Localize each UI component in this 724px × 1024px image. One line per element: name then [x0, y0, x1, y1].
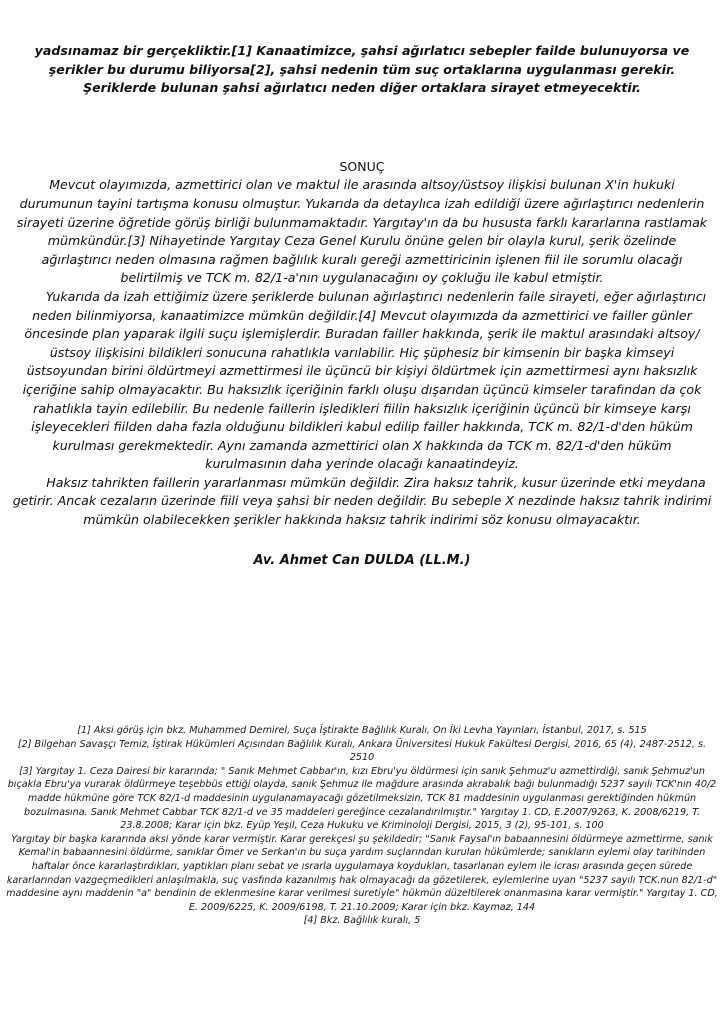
footnote-3-continued: Yargıtay bir başka kararında aksi yönde karar vermiştir. Karar gerekçesi şu şekildedir; "Sanık Faysal'ın babaannesini öldürmeye azmettirme, sanık Kemal'in babaannesini öldürme, sanıklar Ömer ve Serkan'ın bu suça yardım suçlarından kurulan hükümlerde; sanıkların eylemi olay tarihinden haftalar önce kararlaştırdıkları, yaptıkları planı sebat ve ısrarla uygulamaya koydukları, tasarlanan eylem ile icrası arasında geçen sürede kararlarından vazgeçmedikleri anlaşılmakla, suç vasfında kazanılmış hak olmayacağı da gözetilerek, eylemlerine uyan "5237 sayılı TCK.nun 82/1-d" maddesine aynı maddenin "a" bendinin de eklenmesine karar verilmesi suretiyle" hükmün düzeltilerek onanmasına karar vermiştir." Yargıtay 1. CD, E. 2009/6225, K. 2009/6198, T. 21.10.2009; Karar için bkz. Kaymaz, 144: [6, 833, 718, 913]
footnote-4: [4] Bkz. Bağlılık kuralı, 5: [303, 915, 421, 927]
conclusion-paragraph-3: Haksız tahrikten faillerin yararlanması mümkün değildir. Zira haksız tahrik, kusur üzerinde etki meydana getirir. Ancak cezaların üzerinde fiili veya şahsi bir neden değildir. Bu sebeple X nezdinde haksız tahrik indirimi mümkün olabilecekken şerikler hakkında haksız tahrik indirimi söz konusu olmayacaktır.: [12, 474, 712, 528]
intro-paragraph: yadsınamaz bir gerçekliktir.[1] Kanaatimizce, şahsi ağırlatıcı sebepler failde bulunuyorsa ve şerikler bu durumu biliyorsa[2], şahsi nedenin tüm suç ortaklarına uygulanması gerekir. Şeriklerde bulunan şahsi ağırlatıcı neden diğer ortaklara sirayet etmeyecektir.: [34, 43, 690, 96]
conclusion-paragraph-1: Mevcut olayımızda, azmettirici olan ve maktul ile arasında altsoy/üstsoy ilişkisi bulunan X'in hukuki durumunun tayini tartışma konusu olmuştur. Yukarıda da detaylıca izah edildiği üzere ağırlaştırıcı nedenlerin sirayeti üzerine öğretide görüş birliği bulunmamaktadır. Yargıtay'ın da bu hususta farklı kararlarına rastlamak mümkündür.[3] Nihayetinde Yargıtay Ceza Genel Kurulu önüne gelen bir olayla kurul, şerik özelinde ağırlaştırıcı neden olmasına rağmen bağlılık kuralı gereği azmettiricinin işlenen fiil ile sorumlu olacağı belirtilmiş ve TCK m. 82/1-a'nın uygulanacağını oy çokluğu ile kabul etmiştir.: [16, 177, 708, 286]
section-heading: SONUÇ: [339, 158, 385, 174]
footnotes: [6, 724, 718, 928]
footnote-1: [1] Aksi görüş için bkz. Muhammed Demirel, Suça İştirakte Bağlılık Kuralı, On İki Levha Yayınları, İstanbul, 2017, s. 515: [77, 725, 647, 736]
conclusion-paragraph-2: Yukarıda da izah ettiğimiz üzere şeriklerde bulunan ağırlaştırıcı nedenlerin faile sirayeti, eğer ağırlaştırıcı neden bilinmiyorsa, kanaatimizce mümkün değildir.[4] Mevcut olayımızda da azmettirici ve failler günler öncesinde plan yaparak ilgili suçu işlemişlerdir. Buradan failler hakkında, şerik ile maktul arasındaki altsoy/üstsoy ilişkisini bildikleri sonucuna rahatlıkla varılabilir. Hiç şüphesiz bir kimsenin bir başka kimseyi üstsoyundan birini öldürtmeyi azmettirmesi ile üçüncü bir kişiyi öldürtmek için azmettirmesi aynı haksızlık içeriğine sahip olmayacaktır. Bu haksızlık içeriğinin farklı oluşu dışarıdan üçüncü kimseler tarafından da çok rahatlıkla tayin edilebilir. Bu nedenle faillerin işledikleri fiilin haksızlık içeriğinin üçüncü bir kimseye karşı işleyecekleri fiilden daha fazla olduğunu bildikleri kabul edilip failler hakkında, TCK m. 82/1-d'den hüküm kurulması gerekmektedir. Aynı zamanda azmettirici olan X hakkında da TCK m. 82/1-d'den hüküm kurulmasının daha yerinde olacağı kanaatindeyiz.: [22, 288, 707, 472]
main-text: [12, 42, 712, 570]
footnote-2: [2] Bilgehan Savaşçı Temiz, İştirak Hükümleri Açısından Bağlılık Kuralı, Ankara Üniversitesi Hukuk Fakültesi Dergisi, 2016, 65 (4), 2487-2512, s. 2510: [17, 738, 707, 764]
footnote-3: [3] Yargıtay 1. Ceza Dairesi bir kararında; " Sanık Mehmet Cabbar'ın, kızı Ebru'yu öldürmesi için sanık Şehmuz'u azmettirdiği, sanık Şehmuz'un bıçakla Ebru'ya vurarak öldürmeye teşebbüs ettiği olayda, sanık Şehmuz ile mağdure arasında akrabalık bağı bulunmadığı 5237 sayılı TCK'nın 40/2 madde hükmüne göre TCK 82/1-d maddesinin uygulanamayacağı gözetilmeksizin, TCK 81 maddesinin uygulanması gerektiğinden hükmün bozulmasına. Sanık Mehmet Cabbar TCK 82/1-d ve 35 maddeleri gereğince cezalandırılmıştır." Yargıtay 1. CD, E.2007/9263, K. 2008/6219, T. 23.8.2008; Karar için bkz. Eyüp Yeşil, Ceza Hukuku ve Kriminoloji Dergisi, 2015, 3 (2), 95-101, s. 100: [7, 765, 717, 832]
author-signature: Av. Ahmet Can DULDA (LL.M.): [253, 552, 471, 568]
